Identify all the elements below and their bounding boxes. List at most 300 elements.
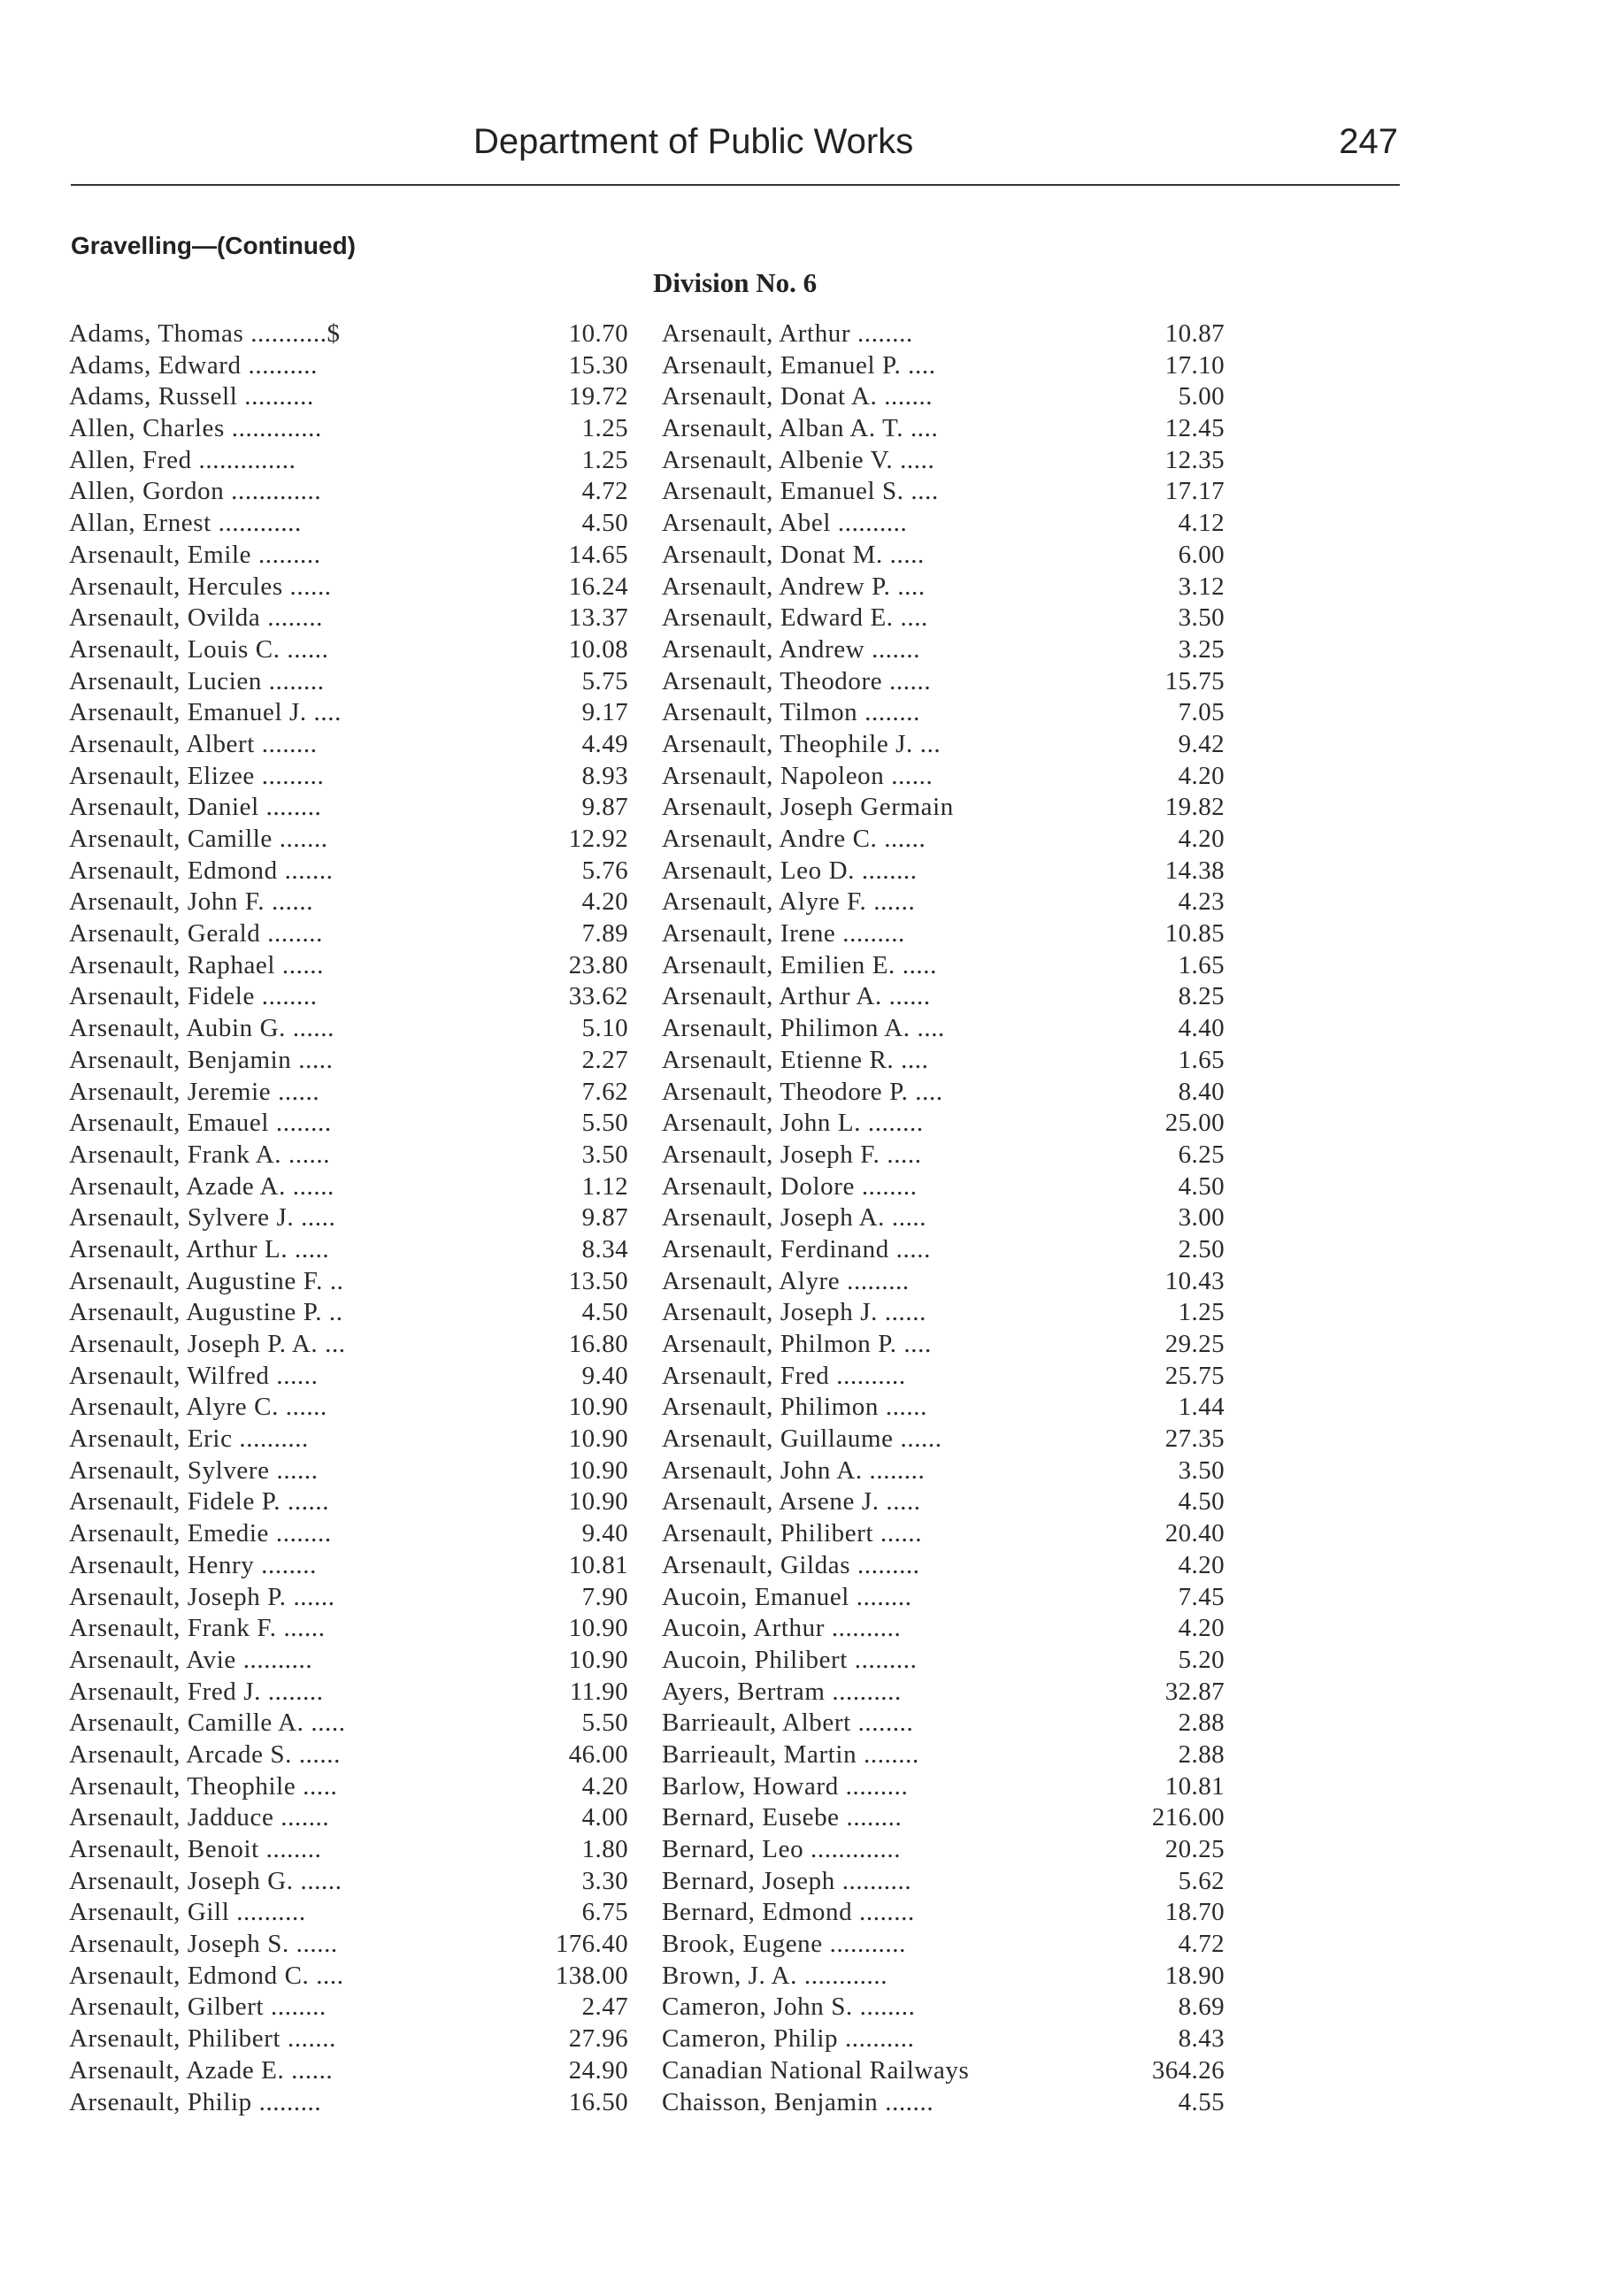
entry-name: Arsenault, Emile .........	[69, 540, 321, 569]
list-item	[662, 1834, 1225, 1866]
entry-name: Arsenault, Philimon A. ....	[662, 1014, 945, 1043]
entry-name: Arsenault, Raphael ......	[69, 950, 325, 979]
entry-amount: 9.87	[581, 1203, 628, 1232]
list-item	[69, 918, 628, 950]
entry-name: Arsenault, Camille A. .....	[69, 1709, 346, 1738]
list-item	[69, 666, 628, 698]
entry-amount: 29.25	[1164, 1330, 1225, 1358]
entry-amount: 5.20	[1178, 1645, 1225, 1674]
entry-name: Allen, Fred ..............	[69, 445, 296, 474]
entry-amount: 18.90	[1164, 1961, 1225, 1990]
entry-amount: 5.00	[1178, 382, 1225, 411]
list-item	[662, 634, 1225, 666]
entry-name: Brook, Eugene ...........	[662, 1930, 906, 1959]
list-item	[69, 950, 628, 982]
entry-name: Arsenault, Gill ..........	[69, 1898, 306, 1927]
list-item	[662, 1897, 1225, 1929]
list-item	[662, 761, 1225, 793]
list-item	[662, 1392, 1225, 1424]
list-item	[662, 1613, 1225, 1645]
entry-amount: 4.20	[1178, 761, 1225, 790]
list-item	[69, 1077, 628, 1109]
entry-name: Arsenault, Fred J. ........	[69, 1677, 324, 1706]
list-item	[662, 918, 1225, 950]
entry-name: Arsenault, Philmon P. ....	[662, 1330, 932, 1358]
entry-amount: 8.43	[1178, 2024, 1225, 2054]
list-item	[69, 1992, 628, 2023]
entry-amount: 4.20	[581, 887, 628, 917]
entry-amount: 6.75	[581, 1898, 628, 1927]
entry-amount: 33.62	[568, 982, 628, 1011]
entry-amount: 8.93	[581, 761, 628, 790]
entry-amount: 2.88	[1178, 1709, 1225, 1738]
entry-name: Arsenault, Avie ..........	[69, 1645, 313, 1674]
entry-name: Arsenault, Emanuel J. ....	[69, 698, 342, 727]
list-item	[662, 350, 1225, 382]
entry-name: Arsenault, Emauel ........	[69, 1109, 332, 1138]
entry-name: Ayers, Bertram ..........	[662, 1677, 902, 1706]
list-item	[662, 1202, 1225, 1234]
entry-name: Arsenault, Ferdinand .....	[662, 1234, 931, 1263]
entry-name: Barlow, Howard .........	[662, 1771, 909, 1801]
entry-amount: 7.45	[1178, 1582, 1225, 1611]
list-item	[69, 1550, 628, 1582]
section-title: Gravelling—(Continued)	[71, 232, 356, 259]
division-title: Division No. 6	[653, 267, 818, 298]
entry-name: Arsenault, Alyre .........	[662, 1266, 910, 1295]
list-item	[69, 634, 628, 666]
entry-amount: 1.44	[1178, 1393, 1225, 1422]
entry-amount: 12.45	[1164, 414, 1225, 443]
entry-name: Arsenault, Theodore ......	[662, 666, 932, 695]
entry-amount: 17.17	[1164, 477, 1225, 506]
entry-name: Arsenault, Albenie V. .....	[662, 445, 935, 474]
entry-name: Arsenault, Fred ..........	[662, 1361, 906, 1390]
entry-amount: 9.17	[581, 698, 628, 727]
entry-amount: 2.50	[1178, 1234, 1225, 1263]
entry-amount: 12.92	[568, 825, 628, 853]
list-item	[69, 1645, 628, 1677]
entry-amount: 10.90	[568, 1393, 628, 1422]
list-item	[69, 981, 628, 1013]
list-item	[69, 1582, 628, 1614]
entry-amount: 16.24	[568, 572, 628, 601]
list-item	[69, 540, 628, 572]
list-item	[662, 2023, 1225, 2055]
list-item	[662, 1108, 1225, 1140]
entry-name: Arsenault, Dolore ........	[662, 1171, 918, 1201]
list-item	[69, 856, 628, 887]
list-item	[662, 1361, 1225, 1393]
entry-amount: 17.10	[1164, 350, 1225, 380]
entry-amount: 4.20	[581, 1771, 628, 1801]
list-item	[662, 1992, 1225, 2023]
entry-name: Arsenault, Augustine F. ..	[69, 1266, 344, 1295]
entry-amount: 3.30	[581, 1866, 628, 1895]
list-item	[69, 1392, 628, 1424]
list-item	[69, 2087, 628, 2119]
entry-name: Arsenault, Philip .........	[69, 2087, 322, 2116]
list-item	[69, 1297, 628, 1329]
entry-amount: 2.88	[1178, 1739, 1225, 1769]
list-item	[662, 1961, 1225, 1993]
entry-name: Barrieault, Martin ........	[662, 1739, 919, 1769]
list-item	[662, 1077, 1225, 1109]
entry-amount: 32.87	[1164, 1677, 1225, 1706]
entry-amount: 4.12	[1178, 509, 1225, 538]
list-item	[662, 1518, 1225, 1550]
entry-name: Arsenault, Philimon ......	[662, 1393, 927, 1422]
entry-name: Allen, Gordon .............	[69, 477, 322, 506]
list-item	[662, 476, 1225, 508]
list-item	[662, 1455, 1225, 1487]
entry-amount: 4.49	[581, 729, 628, 758]
entry-amount: 9.40	[581, 1519, 628, 1548]
entry-amount: 19.72	[568, 382, 628, 411]
entry-amount: 3.50	[581, 1140, 628, 1169]
list-item	[69, 1834, 628, 1866]
list-item	[69, 2023, 628, 2055]
entry-name: Arsenault, Wilfred ......	[69, 1361, 319, 1390]
entry-name: Arsenault, Fidele ........	[69, 982, 318, 1011]
entry-name: Arsenault, Joseph J. ......	[662, 1298, 926, 1327]
list-item	[662, 1708, 1225, 1739]
entry-name: Arsenault, Philibert .......	[69, 2024, 336, 2054]
entry-name: Arsenault, Frank F. ......	[69, 1614, 326, 1643]
entry-amount: 5.62	[1178, 1866, 1225, 1895]
entry-name: Arsenault, Sylvere J. .....	[69, 1203, 336, 1232]
entry-amount: 10.81	[568, 1550, 628, 1579]
entry-amount: 24.90	[568, 2055, 628, 2085]
entry-name: Arsenault, John A. ........	[662, 1455, 926, 1485]
entry-amount: 20.25	[1164, 1835, 1225, 1863]
entry-name: Aucoin, Philibert .........	[662, 1645, 918, 1674]
entry-amount: 6.25	[1178, 1140, 1225, 1169]
entry-amount: 4.20	[1178, 825, 1225, 853]
entry-amount: 7.90	[581, 1582, 628, 1611]
entry-name: Arsenault, Napoleon ......	[662, 761, 933, 790]
entry-name: Adams, Thomas ...........$	[69, 319, 341, 348]
entry-name: Arsenault, Guillaume ......	[662, 1424, 942, 1454]
entry-name: Cameron, John S. ........	[662, 1993, 916, 2022]
entry-name: Arsenault, Benjamin .....	[69, 1045, 334, 1074]
list-item	[69, 1677, 628, 1709]
entry-amount: 27.96	[568, 2024, 628, 2054]
entry-amount: 1.80	[581, 1835, 628, 1863]
list-item	[662, 603, 1225, 634]
entry-name: Arsenault, Arthur ........	[662, 319, 913, 348]
entry-amount: 2.27	[581, 1045, 628, 1074]
entry-amount: 4.50	[581, 509, 628, 538]
list-item	[69, 1708, 628, 1739]
entry-name: Arsenault, Tilmon ........	[662, 698, 920, 727]
entry-amount: 46.00	[568, 1739, 628, 1769]
list-item	[662, 1486, 1225, 1518]
entry-name: Canadian National Railways	[662, 2055, 970, 2085]
left-column	[69, 319, 628, 2118]
entry-name: Arsenault, Andrew P. ....	[662, 572, 926, 601]
entry-amount: 7.89	[581, 919, 628, 948]
page-title: Department of Public Works	[473, 122, 914, 161]
entry-amount: 10.43	[1164, 1266, 1225, 1295]
list-item	[662, 1645, 1225, 1677]
entry-name: Arsenault, Etienne R. ....	[662, 1045, 929, 1074]
entry-amount: 7.62	[581, 1077, 628, 1106]
entry-name: Adams, Russell ..........	[69, 382, 314, 411]
entry-amount: 5.10	[581, 1014, 628, 1043]
list-item	[662, 1140, 1225, 1171]
entry-amount: 18.70	[1164, 1898, 1225, 1927]
list-item	[69, 1202, 628, 1234]
list-item	[662, 981, 1225, 1013]
entry-amount: 19.82	[1164, 793, 1225, 822]
list-item	[662, 1582, 1225, 1614]
list-item	[662, 950, 1225, 982]
list-item	[69, 1424, 628, 1455]
entry-amount: 1.12	[581, 1171, 628, 1201]
entry-amount: 10.90	[568, 1645, 628, 1674]
list-item	[662, 2087, 1225, 2119]
list-item	[69, 1961, 628, 1993]
entry-amount: 14.65	[568, 540, 628, 569]
entry-amount: 1.25	[1178, 1298, 1225, 1327]
entry-name: Arsenault, Eric ..........	[69, 1424, 309, 1454]
list-item	[69, 824, 628, 856]
list-item	[662, 1013, 1225, 1045]
entry-amount: 1.25	[581, 414, 628, 443]
entry-name: Arsenault, Theophile J. ...	[662, 729, 941, 758]
entry-amount: 5.76	[581, 856, 628, 885]
entry-name: Arsenault, Joseph Germain	[662, 793, 954, 822]
entry-name: Arsenault, Azade E. ......	[69, 2055, 334, 2085]
list-item	[69, 887, 628, 918]
entry-name: Arsenault, Arthur A. ......	[662, 982, 931, 1011]
list-item	[662, 540, 1225, 572]
list-item	[69, 381, 628, 413]
entry-amount: 4.00	[581, 1803, 628, 1832]
entry-name: Arsenault, Joseph F. .....	[662, 1140, 922, 1169]
entry-amount: 11.90	[569, 1677, 628, 1706]
entry-amount: 3.25	[1178, 634, 1225, 664]
entry-name: Arsenault, Jadduce .......	[69, 1803, 330, 1832]
entry-name: Arsenault, Camille .......	[69, 825, 328, 853]
entry-name: Allen, Charles .............	[69, 414, 322, 443]
entry-name: Arsenault, Donat A. .......	[662, 382, 933, 411]
entry-name: Arsenault, Lucien ........	[69, 666, 325, 695]
entry-amount: 27.35	[1164, 1424, 1225, 1454]
list-item	[69, 603, 628, 634]
entry-amount: 4.55	[1178, 2087, 1225, 2116]
entry-amount: 10.85	[1164, 919, 1225, 948]
list-item	[662, 824, 1225, 856]
entry-amount: 1.65	[1178, 1045, 1225, 1074]
entry-name: Arsenault, John L. ........	[662, 1109, 924, 1138]
list-item	[69, 1045, 628, 1077]
entry-name: Arsenault, Fidele P. ......	[69, 1487, 330, 1517]
entry-amount: 8.69	[1178, 1993, 1225, 2022]
entry-amount: 8.40	[1178, 1077, 1225, 1106]
entry-amount: 3.12	[1178, 572, 1225, 601]
list-item	[662, 1739, 1225, 1771]
entry-amount: 1.65	[1178, 950, 1225, 979]
entry-name: Arsenault, Arsene J. .....	[662, 1487, 921, 1517]
list-item	[69, 319, 628, 350]
list-item	[69, 729, 628, 761]
entry-name: Arsenault, Philibert ......	[662, 1519, 923, 1548]
list-item	[662, 445, 1225, 477]
entry-name: Arsenault, Elizee .........	[69, 761, 325, 790]
entry-amount: 4.23	[1178, 887, 1225, 917]
entry-amount: 9.40	[581, 1361, 628, 1390]
entry-amount: 2.47	[581, 1993, 628, 2022]
entry-amount: 10.90	[568, 1455, 628, 1485]
list-item	[662, 572, 1225, 603]
entry-name: Arsenault, Theophile .....	[69, 1771, 338, 1801]
list-item	[662, 1424, 1225, 1455]
list-item	[69, 697, 628, 729]
entry-name: Arsenault, Abel ..........	[662, 509, 908, 538]
list-item	[662, 1171, 1225, 1203]
entry-name: Arsenault, Emilien E. .....	[662, 950, 937, 979]
list-item	[662, 856, 1225, 887]
entry-name: Bernard, Joseph ..........	[662, 1866, 912, 1895]
list-item	[662, 508, 1225, 540]
entry-amount: 13.50	[568, 1266, 628, 1295]
entry-amount: 15.75	[1164, 666, 1225, 695]
entry-amount: 3.50	[1178, 603, 1225, 633]
list-item	[69, 1013, 628, 1045]
entry-name: Arsenault, Theodore P. ....	[662, 1077, 943, 1106]
entry-name: Bernard, Leo .............	[662, 1835, 902, 1863]
entry-name: Arsenault, Ovilda ........	[69, 603, 324, 633]
entry-name: Arsenault, Gildas .........	[662, 1550, 920, 1579]
entry-name: Arsenault, Alban A. T. ....	[662, 414, 939, 443]
list-item	[662, 1045, 1225, 1077]
entry-name: Arsenault, John F. ......	[69, 887, 314, 917]
list-item	[662, 2055, 1225, 2087]
list-item	[69, 1140, 628, 1171]
entry-amount: 16.80	[568, 1330, 628, 1358]
entry-name: Arsenault, Joseph P. ......	[69, 1582, 335, 1611]
entry-name: Arsenault, Joseph A. .....	[662, 1203, 927, 1232]
entry-amount: 4.72	[581, 477, 628, 506]
entry-name: Arsenault, Frank A. ......	[69, 1140, 331, 1169]
entry-name: Arsenault, Augustine P. ..	[69, 1298, 343, 1327]
entry-amount: 4.50	[1178, 1487, 1225, 1517]
entry-name: Arsenault, Donat M. .....	[662, 540, 925, 569]
list-item	[662, 1929, 1225, 1961]
entry-amount: 7.05	[1178, 698, 1225, 727]
entry-amount: 6.00	[1178, 540, 1225, 569]
list-item	[662, 381, 1225, 413]
list-item	[662, 413, 1225, 445]
entry-name: Aucoin, Emanuel ........	[662, 1582, 912, 1611]
list-item	[69, 1739, 628, 1771]
entry-amount: 10.90	[568, 1424, 628, 1454]
entry-amount: 364.26	[1151, 2055, 1225, 2085]
list-item	[69, 476, 628, 508]
list-item	[662, 1866, 1225, 1898]
entry-name: Arsenault, Azade A. ......	[69, 1171, 334, 1201]
list-item	[662, 1550, 1225, 1582]
list-item	[662, 319, 1225, 350]
entry-name: Arsenault, Benoit ........	[69, 1835, 322, 1863]
list-item	[69, 1486, 628, 1518]
list-item	[662, 1677, 1225, 1709]
entry-name: Arsenault, Gerald ........	[69, 919, 323, 948]
entry-amount: 4.72	[1178, 1930, 1225, 1959]
entry-amount: 176.40	[555, 1930, 628, 1959]
list-item	[662, 1297, 1225, 1329]
entry-amount: 5.50	[581, 1709, 628, 1738]
page-number: 247	[1339, 122, 1398, 161]
entry-name: Brown, J. A. ............	[662, 1961, 888, 1990]
entry-name: Arsenault, Joseph P. A. ...	[69, 1330, 346, 1358]
entry-amount: 20.40	[1164, 1519, 1225, 1548]
entry-amount: 12.35	[1164, 445, 1225, 474]
entry-name: Cameron, Philip ..........	[662, 2024, 915, 2054]
entry-name: Bernard, Eusebe ........	[662, 1803, 903, 1832]
list-item	[662, 792, 1225, 824]
entry-amount: 138.00	[555, 1961, 628, 1990]
entry-amount: 9.42	[1178, 729, 1225, 758]
list-item	[69, 1455, 628, 1487]
list-item	[69, 761, 628, 793]
entry-amount: 8.25	[1178, 982, 1225, 1011]
entry-name: Arsenault, Emanuel P. ....	[662, 350, 936, 380]
list-item	[662, 729, 1225, 761]
list-item	[69, 1329, 628, 1361]
entry-amount: 10.81	[1164, 1771, 1225, 1801]
entry-name: Arsenault, Edmond .......	[69, 856, 334, 885]
list-item	[662, 1771, 1225, 1803]
entry-name: Arsenault, Henry ........	[69, 1550, 317, 1579]
entry-amount: 216.00	[1151, 1803, 1225, 1832]
entry-name: Arsenault, Edmond C. ....	[69, 1961, 344, 1990]
entry-name: Arsenault, Arcade S. ......	[69, 1739, 341, 1769]
page-header	[71, 122, 1398, 175]
entry-name: Arsenault, Emanuel S. ....	[662, 477, 939, 506]
list-item	[69, 1613, 628, 1645]
entry-amount: 25.00	[1164, 1109, 1225, 1138]
entry-name: Arsenault, Daniel ........	[69, 793, 322, 822]
entry-name: Arsenault, Andre C. ......	[662, 825, 926, 853]
entry-name: Arsenault, Louis C. ......	[69, 634, 329, 664]
entry-amount: 10.87	[1164, 319, 1225, 348]
entry-name: Allan, Ernest ............	[69, 509, 302, 538]
entry-name: Arsenault, Alyre C. ......	[69, 1393, 327, 1422]
entry-amount: 15.30	[568, 350, 628, 380]
list-item	[69, 1897, 628, 1929]
entry-amount: 4.50	[581, 1298, 628, 1327]
entry-amount: 13.37	[568, 603, 628, 633]
entry-name: Barrieault, Albert ........	[662, 1709, 914, 1738]
list-item	[69, 1518, 628, 1550]
list-item	[662, 1329, 1225, 1361]
list-item	[662, 1234, 1225, 1266]
entry-amount: 25.75	[1164, 1361, 1225, 1390]
entry-amount: 3.50	[1178, 1455, 1225, 1485]
entry-amount: 4.20	[1178, 1550, 1225, 1579]
entry-amount: 10.70	[568, 319, 628, 348]
list-item	[662, 666, 1225, 698]
entry-amount: 5.50	[581, 1109, 628, 1138]
list-item	[69, 1929, 628, 1961]
list-item	[69, 1771, 628, 1803]
entry-name: Arsenault, Joseph G. ......	[69, 1866, 342, 1895]
entry-name: Arsenault, Joseph S. ......	[69, 1930, 338, 1959]
entry-amount: 16.50	[568, 2087, 628, 2116]
